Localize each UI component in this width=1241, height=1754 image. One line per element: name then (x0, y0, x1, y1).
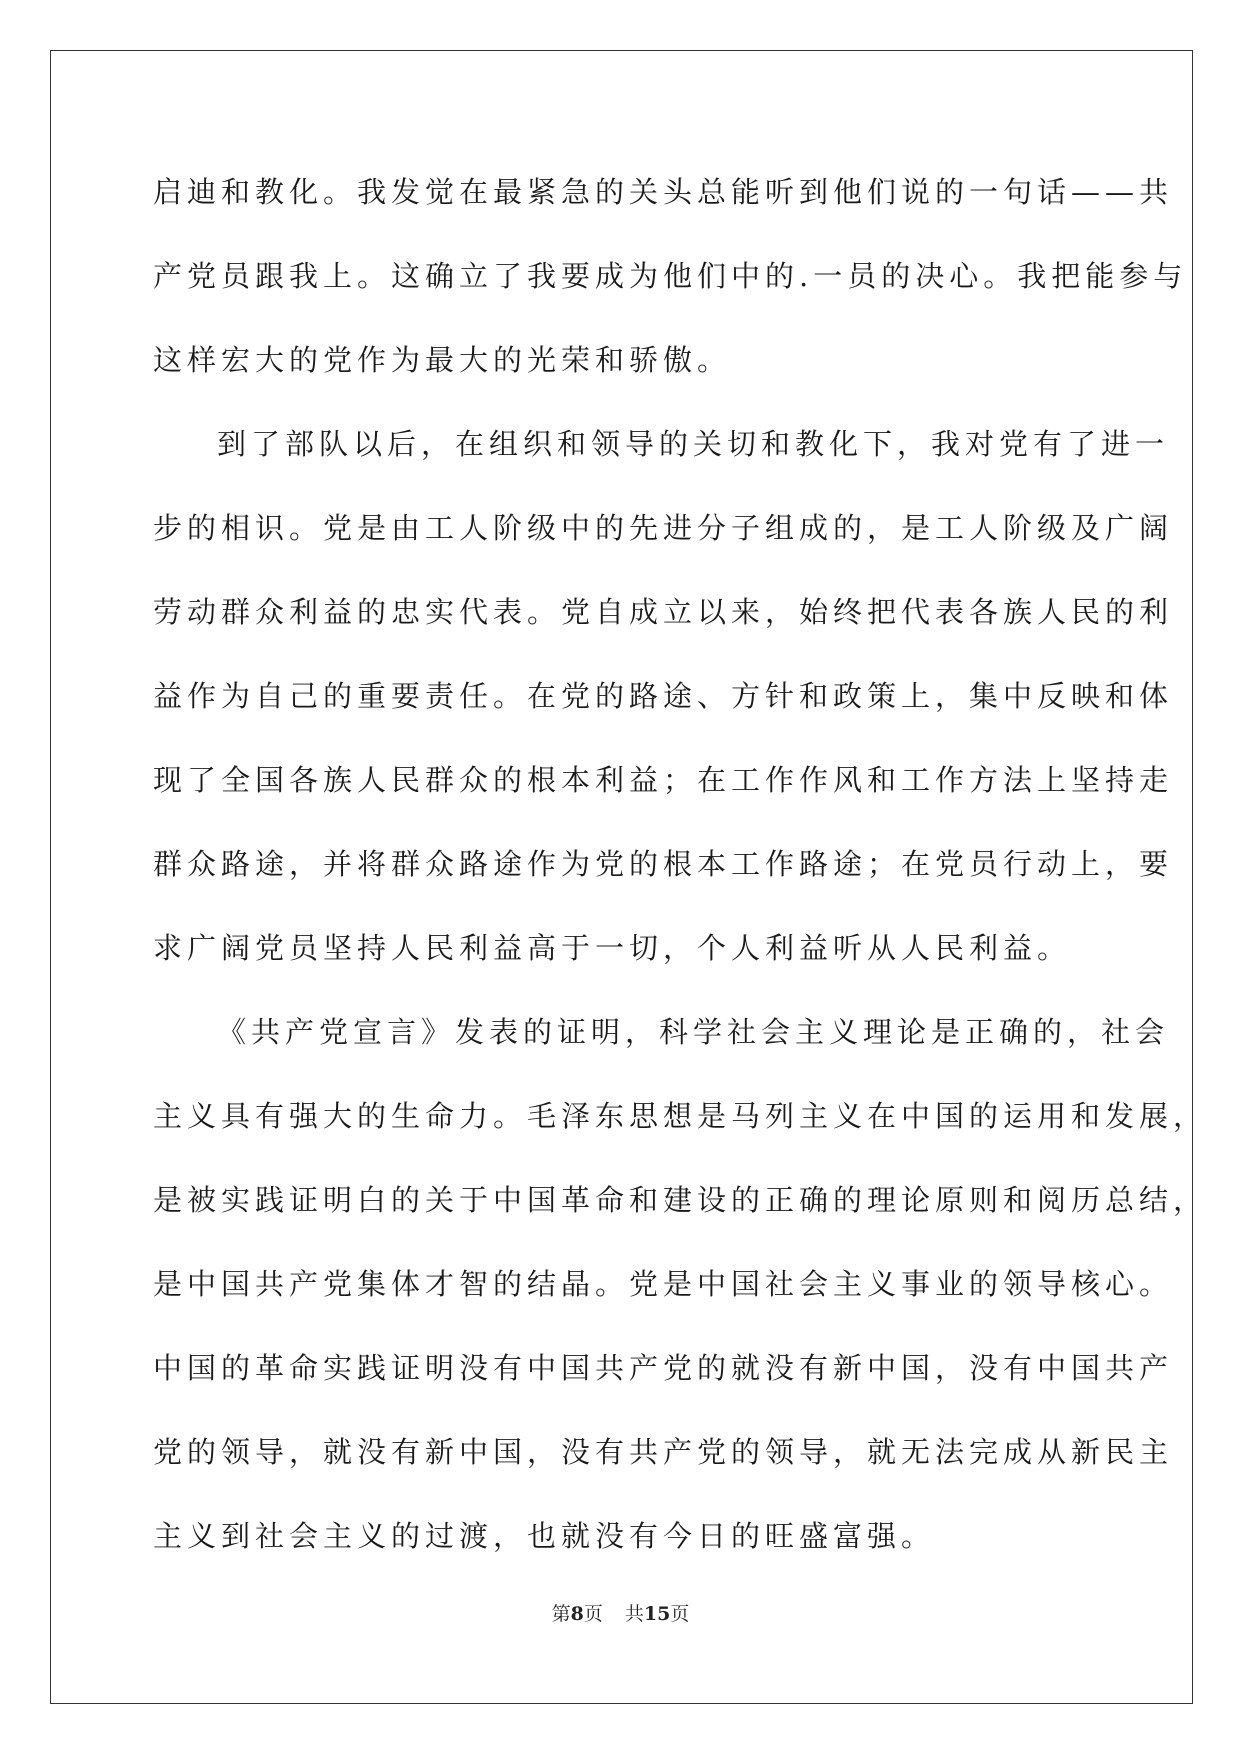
page-footer (0, 1599, 1241, 1626)
paragraph-start-line: 《共产党宣言》发表的证明，科学社会主义理论是正确的，社会 (217, 1015, 1170, 1049)
text-line: 党的领导，就没有新中国，没有共产党的领导，就无法完成从新民主 (153, 1435, 1174, 1469)
text-line: 益作为自己的重要责任。在党的路途、方针和政策上，集中反映和体 (153, 679, 1174, 713)
text-line: 是中国共产党集体才智的结晶。党是中国社会主义事业的领导核心。 (153, 1267, 1174, 1301)
page-number: 8 (570, 1603, 584, 1625)
total-suffix: 页 (670, 1603, 690, 1625)
paragraph-start-line: 到了部队以后，在组织和领导的关切和教化下，我对党有了进一 (217, 427, 1170, 461)
text-line: 主义到社会主义的过渡，也就没有今日的旺盛富强。 (153, 1519, 936, 1553)
text-line: 现了全国各族人民群众的根本利益；在工作作风和工作方法上坚持走 (153, 763, 1174, 797)
text-line: 步的相识。党是由工人阶级中的先进分子组成的，是工人阶级及广阔 (153, 511, 1174, 545)
text-line: 启迪和教化。我发觉在最紧急的关头总能听到他们说的一句话——共 (153, 175, 1174, 209)
page-suffix: 页 (583, 1603, 603, 1625)
text-line: 主义具有强大的生命力。毛泽东思想是马列主义在中国的运用和发展， (153, 1099, 1208, 1133)
text-line: 这样宏大的党作为最大的光荣和骄傲。 (153, 343, 732, 377)
text-line: 群众路途，并将群众路途作为党的根本工作路途；在党员行动上，要 (153, 847, 1174, 881)
total-prefix: 共 (624, 1603, 644, 1625)
text-line: 是被实践证明白的关于中国革命和建设的正确的理论原则和阅历总结， (153, 1183, 1208, 1217)
page-prefix: 第 (551, 1603, 571, 1625)
text-line: 产党员跟我上。这确立了我要成为他们中的.一员的决心。我把能参与 (153, 259, 1188, 293)
text-line: 中国的革命实践证明没有中国共产党的就没有新中国，没有中国共产 (153, 1351, 1174, 1385)
text-line: 劳动群众利益的忠实代表。党自成立以来，始终把代表各族人民的利 (153, 595, 1174, 629)
total-pages: 15 (643, 1603, 671, 1625)
text-line: 求广阔党员坚持人民利益高于一切，个人利益听从人民利益。 (153, 931, 1072, 965)
document-body (153, 164, 1208, 1592)
